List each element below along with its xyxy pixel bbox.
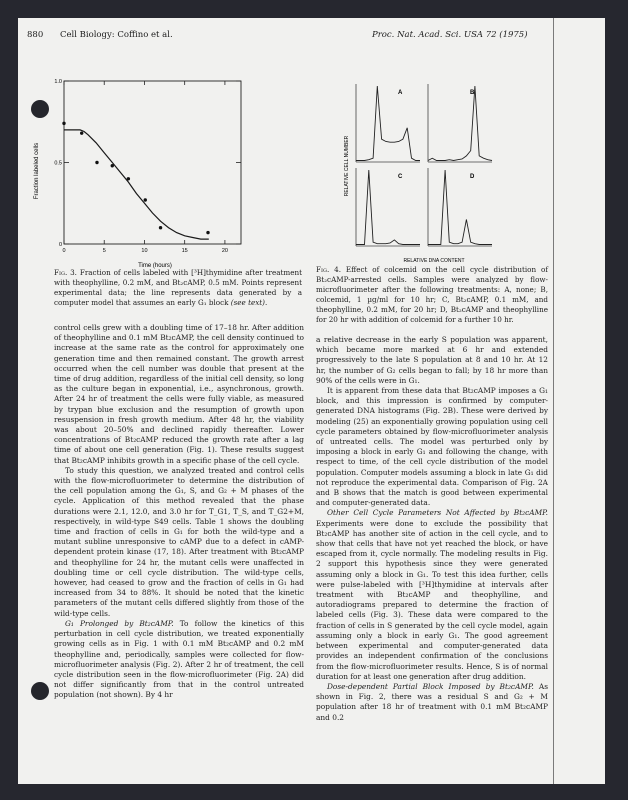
fig3-caption-tail: (see text). xyxy=(230,297,268,307)
paragraph-text: Experiments were done to exclude the possibility that Bt₂cAMP has another site of action in the cell cycle, and to show that cells that have not yet reached the block, or have escaped from it, cycle normally. The modeling results in Fig. 2 support this hypothesis since they were generated assuming only a block in G₁. To test this idea further, cells were pulse-labeled with [³H]thymidine at intervals after treatment with Bt₂cAMP and theophylline, and autoradiograms prepared to determine the fraction of labeled cells (Fig. 3). These data were compared to the fraction of cells in S generated by the cell cycle model, again assuming only a block in early G₁. The good agreement between experimental and computer-generated data provides an independent confirmation of the conclusions from the flow-microfluorimeter results. Hence, S is of normal duration for at least one generation after drug addition. xyxy=(316,518,548,681)
authors xyxy=(117,30,172,40)
fig4-panel-c xyxy=(356,168,420,246)
fig4-histogram-line xyxy=(428,86,492,161)
fig3-data-point xyxy=(62,122,65,125)
fig3-caption-text: Fraction of cells labeled with [³H]thymidine after treatment with theophylline, 0.2 mM, and Bt₂cAMP, 0.5 mM. Points represent experimental data; the line represents data generated by a computer model that assumes an early G₁ block xyxy=(54,268,302,307)
fig4-histogram-line xyxy=(356,170,420,245)
left-column-paragraph xyxy=(54,619,304,701)
fig4-caption-text: Effect of colcemid on the cell cycle distribution of Bt₂cAMP-arrested cells. Samples were analyzed by flow-microfluorimeter after the following treatments: A, none; B, colcemid, 1 µg/ml for 10 hr; C, Bt₂cAMP, 0.1 mM, and theophylline, 0.2 mM, for 20 hr; D, Bt₂cAMP and theophylline for 20 hr with addition of colcemid for a further 10 hr. xyxy=(316,265,548,324)
fig4-panel-label: D xyxy=(470,174,475,180)
fig4-x-axis-label: RELATIVE DNA CONTENT xyxy=(403,258,465,264)
fig4-panel-label: A xyxy=(398,90,403,96)
left-text-column xyxy=(54,323,304,701)
fig3-data-point xyxy=(159,226,162,229)
fig4-panel-label: B xyxy=(470,90,475,96)
fig3-model-line xyxy=(64,130,209,239)
fig3-y-tick-label: 0.5 xyxy=(54,160,62,167)
right-column-paragraph xyxy=(316,335,548,386)
fig4-histogram-line xyxy=(428,170,492,245)
section-heading: Dose-dependent Partial Block Imposed by Bt₂cAMP. xyxy=(327,681,539,691)
fig3-x-tick-label: 20 xyxy=(221,248,228,254)
fig3-chart xyxy=(30,76,260,276)
fig3-x-tick-label: 15 xyxy=(181,248,188,254)
page-number: 880 xyxy=(27,30,44,40)
fig3-caption-label: Fig. 3. xyxy=(54,268,77,277)
fig3-plot-frame xyxy=(64,81,241,244)
fig3-data-point xyxy=(95,161,98,164)
running-header-left xyxy=(27,30,173,40)
left-column-paragraph xyxy=(54,323,304,466)
running-header-journal: Proc. Nat. Acad. Sci. USA 72 (1975) xyxy=(372,30,528,40)
section-name: Cell Biology: xyxy=(59,30,115,40)
paragraph-text: To study this question, we analyzed treated and control cells with the flow-microfluorimeter to determine the distribution of the cell population among the G₁, S, and G₂ + M phases of the cycle. Application of this method revealed that the phase durations were 2.1, 12.0, and 3.0 hr for T_G1, T_S, and T_G2+M, respectively, in wild-type S49 cells. Table 1 shows the doubling time and fraction of cells in G₁ for both the wild-type and a mutant subline unresponsive to cAMP due to a defect in cAMP-dependent protein kinase (17, 18). After treatment with Bt₂cAMP and theophylline for 24 hr, the mutant cells were unaffected in doubling time or cell cycle distribution. The wild-type cells, however, had ceased to grow and the fraction of cells in G₁ had increased from 34 to 88%. It should be noted that the kinetic parameters of the mutant cells differed slightly from those of the wild-type cells. xyxy=(54,465,304,618)
fig3-caption xyxy=(54,268,302,308)
fig4-caption-label: Fig. 4. xyxy=(316,265,341,274)
right-column-paragraph xyxy=(316,508,548,681)
fig4-panel-label: C xyxy=(398,174,403,180)
paragraph-text: a relative decrease in the early S population was apparent, which became more marked at 6 hr and extended progressively to the late S population at 8 and 10 hr. At 12 hr, the number of G₂ cells began to fall; by 18 hr more than 90% of the cells were in G₁. xyxy=(316,335,548,385)
fig3-x-axis-label: Time (hours) xyxy=(138,263,172,269)
page-edge-line xyxy=(553,18,554,784)
fig4-chart xyxy=(330,76,510,276)
punch-hole xyxy=(31,682,49,700)
fig4-histogram-line xyxy=(356,86,420,161)
right-column-paragraph xyxy=(316,386,548,508)
paragraph-text: As shown in Fig. 2, there was a residual S and G₂ + M population after 18 hr of treatment with 0.1 mM Bt₂cAMP and 0.2 xyxy=(316,681,548,722)
paragraph-text: It is apparent from these data that Bt₂cAMP imposes a G₁ block, and this impression is confirmed by computer-generated DNA histograms (Fig. 2B). These were derived by modeling (25) an exponentially growing population using cell cycle parameters obtained by flow-microfluorimeter analysis of untreated cells. The model was perturbed only by imposing a block in early G₁ and following the change, with respect to time, of the cell cycle distribution of the model population. Computer models assuming a block in late G₁ did not reproduce the experimental data. Comparison of Fig. 2A and B shows that the match is good between experimental and computer-generated data. xyxy=(316,386,548,508)
right-column-paragraph xyxy=(316,682,548,723)
section-heading: Other Cell Cycle Parameters Not Affected by Bt₂cAMP. xyxy=(327,508,548,518)
fig3-data-point xyxy=(111,164,114,167)
fig3-x-tick-label: 10 xyxy=(141,248,148,254)
left-column-paragraph xyxy=(54,466,304,619)
section-heading: G₁ Prolonged by Bt₂cAMP. xyxy=(65,618,180,628)
fig4-panel-b xyxy=(428,84,492,162)
fig4-caption xyxy=(316,265,548,324)
paragraph-text: To follow the kinetics of this perturbation in cell cycle distribution, we treated exponentially growing cells as in Fig. 1 with 0.1 mM Bt₂cAMP and 0.2 mM theophylline and, periodically, samples were collected for flow-microfluorimeter analysis (Fig. 2). After 2 hr of treatment, the cell cycle distribution seen in the flow-microfluorimeter (Fig. 2A) did not differ significantly from that in the control untreated population (not shown). By 4 hr xyxy=(54,618,305,700)
fig4-panel-d xyxy=(428,168,492,246)
fig3-data-point xyxy=(80,131,83,134)
paragraph-text: control cells grew with a doubling time of 17–18 hr. After addition of theophylline and 0.1 mM Bt₂cAMP, the cell density continued to increase at the same rate as the control for approximately one generation time and then remained constant. The growth arrest occurred when the cell number was double that present at the time of drug addition, regardless of the initial cell density, so long as the culture began in exponential, i.e., asynchronous, growth. After 24 hr of treatment the cells were fully viable, as measured by trypan blue exclusion and the resumption of growth upon resuspension in fresh growth medium. After 48 hr, the viability was about 20–50% and declined rapidly thereafter. Lower concentrations of Bt₂cAMP reduced the growth rate after a lag time of about one cell generation (Fig. 1). These results suggest that Bt₂cAMP inhibits growth in a specific phase of the cell cycle. xyxy=(54,323,304,465)
fig3-data-point xyxy=(144,198,147,201)
authors-text: Coffino et al. xyxy=(117,30,173,40)
fig3-y-tick-label: 0 xyxy=(58,242,62,248)
fig4-panel-a xyxy=(356,84,420,162)
fig3-data-point xyxy=(206,231,209,234)
fig3-data-point xyxy=(127,177,130,180)
fig3-x-tick-label: 5 xyxy=(102,248,106,254)
right-text-column xyxy=(316,335,548,723)
fig3-x-tick-label: 0 xyxy=(62,248,66,254)
fig4-y-axis-label: RELATIVE CELL NUMBER xyxy=(344,135,350,197)
fig3-y-tick-label: 1.0 xyxy=(54,79,62,85)
fig3-y-axis-label: Fraction labeled cells xyxy=(34,142,40,200)
